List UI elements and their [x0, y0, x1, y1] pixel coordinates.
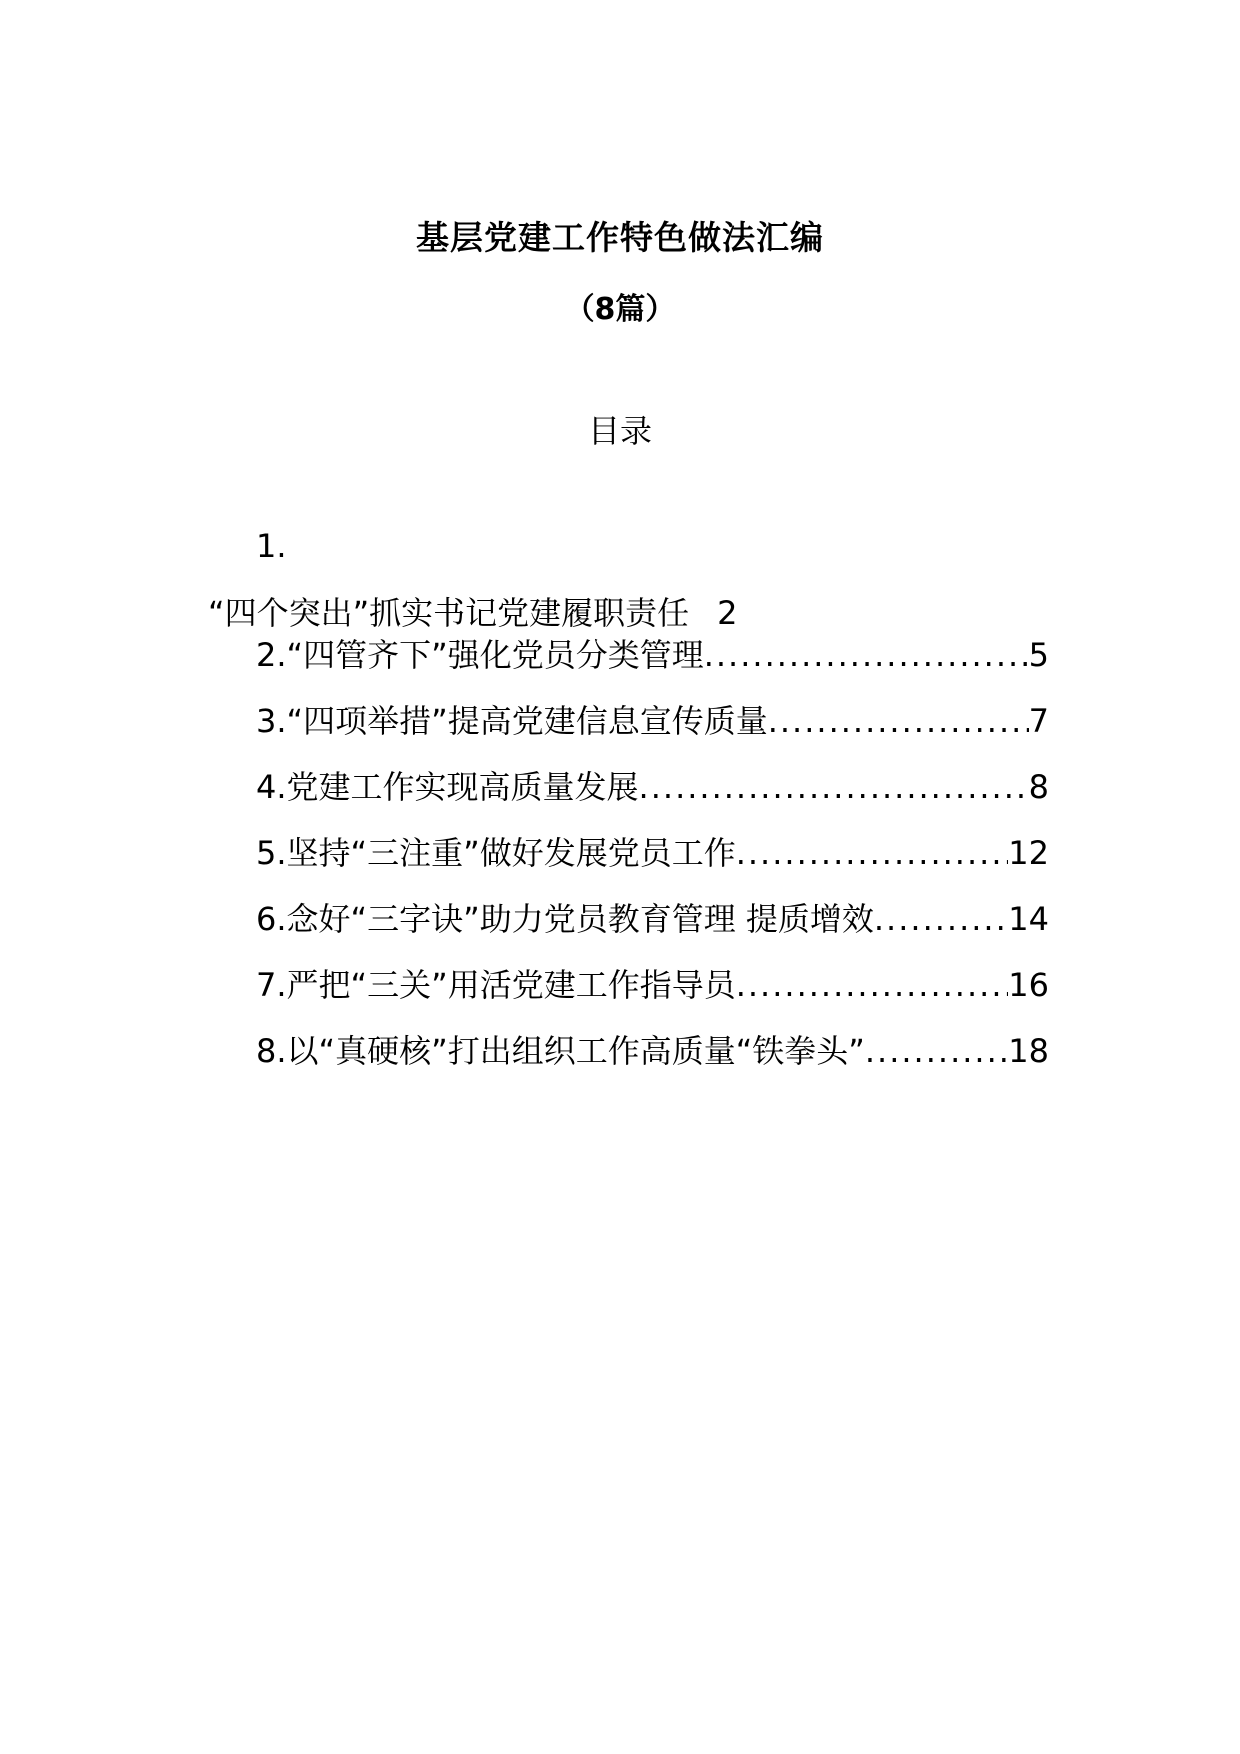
toc-entry-6[interactable]: [256, 894, 1049, 940]
toc-entry-page: 8: [1028, 768, 1049, 806]
toc-entry-page: 16: [1008, 966, 1049, 1004]
toc-heading: 目录: [587, 412, 652, 450]
dot-leader: [874, 900, 1008, 938]
dot-leader: [704, 636, 1029, 674]
toc-entry-page: 12: [1008, 834, 1049, 872]
toc-entry-label: 4.党建工作实现高质量发展: [256, 768, 639, 806]
document-subtitle: （8篇）: [564, 292, 676, 327]
dot-leader: [736, 966, 1009, 1004]
toc-entry-1[interactable]: [208, 588, 738, 634]
toc-entry-page: 18: [1008, 1032, 1049, 1070]
dot-leader: [736, 834, 1009, 872]
toc-entry-label: 5.坚持“三注重”做好发展党员工作: [256, 834, 736, 872]
toc-entry-4[interactable]: [256, 762, 1049, 808]
toc-entry-7[interactable]: [256, 960, 1049, 1006]
toc-entry-1-number: 1.: [256, 527, 287, 565]
dot-leader: [639, 768, 1029, 806]
toc-entry-page: 5: [1028, 636, 1049, 674]
toc-entry-label: “四个突出”抓实书记党建履职责任: [208, 594, 690, 632]
toc-entry-3[interactable]: [256, 696, 1049, 742]
dot-leader: [865, 1032, 1008, 1070]
toc-entry-label: 3.“四项举措”提高党建信息宣传质量: [256, 702, 768, 740]
toc-entry-label: 6.念好“三字诀”助力党员教育管理 提质增效: [256, 900, 874, 938]
toc-entry-2[interactable]: [256, 630, 1049, 676]
toc-entry-page: 14: [1008, 900, 1049, 938]
toc-entry-8[interactable]: [256, 1026, 1049, 1072]
toc-entry-page: 2: [717, 594, 738, 632]
toc-entry-page: 7: [1028, 702, 1049, 740]
toc-entry-label: 7.严把“三关”用活党建工作指导员: [256, 966, 736, 1004]
toc-entry-label: 2.“四管齐下”强化党员分类管理: [256, 636, 704, 674]
toc-entry-5[interactable]: [256, 828, 1049, 874]
document-title: 基层党建工作特色做法汇编: [416, 218, 824, 257]
dot-leader: [768, 702, 1029, 740]
toc-entry-label: 8.以“真硬核”打出组织工作高质量“铁拳头”: [256, 1032, 865, 1070]
